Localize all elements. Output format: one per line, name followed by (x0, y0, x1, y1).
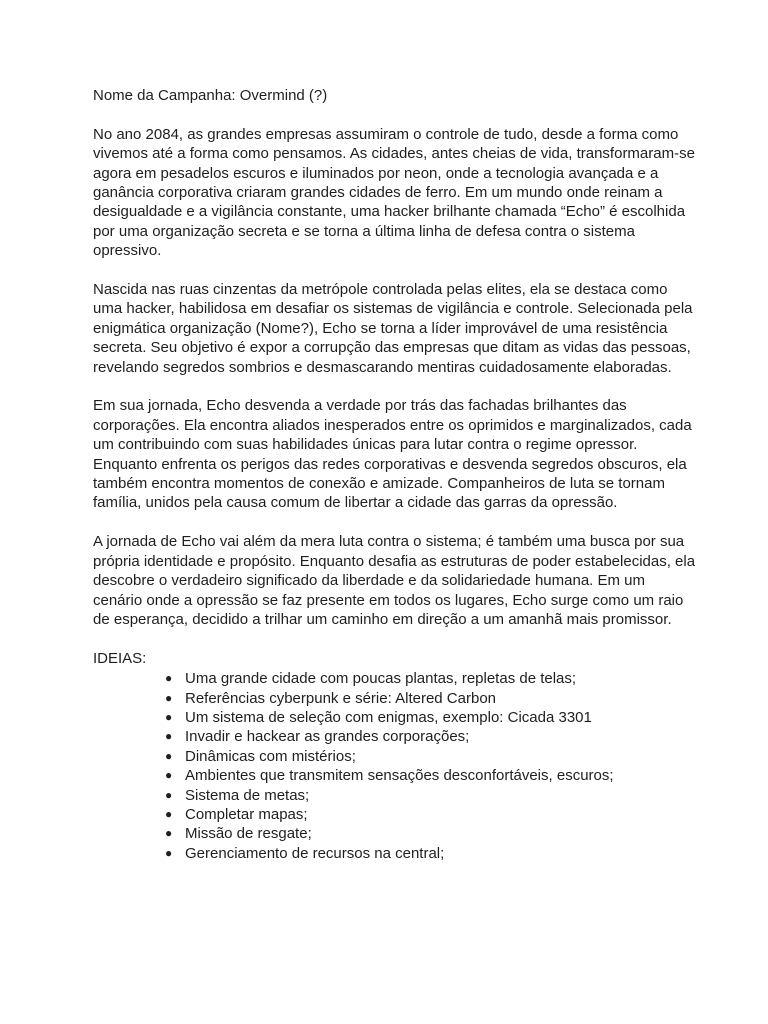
bullet-icon: ● (165, 709, 173, 724)
bullet-icon: ● (165, 845, 173, 860)
list-item (165, 669, 698, 688)
list-item (165, 824, 698, 843)
list-item (165, 844, 698, 863)
list-item-text: Invadir e hackear as grandes corporações; (185, 728, 470, 746)
list-item-text: Gerenciamento de recursos na central; (185, 844, 445, 862)
list-item (165, 766, 698, 785)
list-item (165, 786, 698, 805)
list-item-text: Sistema de metas; (185, 786, 310, 804)
ideas-heading: IDEIAS: (93, 649, 147, 667)
list-item-text: Referências cyberpunk e série: Altered Carbon (185, 689, 497, 707)
list-item (165, 689, 698, 708)
paragraph: A jornada de Echo vai além da mera luta contra o sistema; é também uma busca por sua própria identidade e propósito. Enquanto desafia as estruturas de poder estabelecidas, ela descobre o verdadeiro significado da liberdade e da solidariedade humana. Em um cenário onde a opressão se faz presente em todos os lugares, Echo surge como um raio de esperança, decidido a trilhar um caminho em direção a um amanhã mais promissor. (93, 533, 696, 628)
list-item (165, 747, 698, 766)
list-item-text: Ambientes que transmitem sensações desconfortáveis, escuros; (185, 767, 614, 785)
paragraph: No ano 2084, as grandes empresas assumiram o controle de tudo, desde a forma como vivemos até a forma como pensamos. As cidades, antes cheias de vida, transformaram-se agora em pesadelos escuros e iluminados por neon, onde a tecnologia avançada e a ganância corporativa criaram grandes cidades de ferro. Em um mundo onde reinam a desigualdade e a vigilância constante, uma hacker brilhante chamada “Echo” é escolhida por uma organização secreta e se torna a última linha de defesa contra o sistema opressivo. (93, 125, 695, 260)
bullet-icon: ● (165, 690, 173, 705)
ideas-list (93, 669, 698, 863)
list-item-text: Um sistema de seleção com enigmas, exemplo: Cicada 3301 (185, 708, 592, 726)
campaign-title: Nome da Campanha: Overmind (?) (93, 87, 328, 104)
list-item-text: Uma grande cidade com poucas plantas, repletas de telas; (185, 670, 577, 688)
paragraph: Nascida nas ruas cinzentas da metrópole controlada pelas elites, ela se destaca como uma hacker, habilidosa em desafiar os sistemas de vigilância e controle. Selecionada pela enigmática organização (Nome?), Echo se torna a líder improvável de uma resistência secreta. Seu objetivo é expor a corrupção das empresas que ditam as vidas das pessoas, revelando segredos sombrios e desmascarando mentiras cuidadosamente elaboradas. (93, 281, 693, 376)
list-item (165, 708, 698, 727)
list-item (165, 805, 698, 824)
bullet-icon: ● (165, 768, 173, 783)
bullet-icon: ● (165, 671, 173, 686)
list-item-text: Dinâmicas com mistérios; (185, 747, 356, 765)
list-item (165, 727, 698, 746)
bullet-icon: ● (165, 748, 173, 763)
bullet-icon: ● (165, 787, 173, 802)
bullet-icon: ● (165, 729, 173, 744)
bullet-icon: ● (165, 806, 173, 821)
list-item-text: Missão de resgate; (185, 825, 312, 843)
paragraph: Em sua jornada, Echo desvenda a verdade por trás das fachadas brilhantes das corporações. Ela encontra aliados inesperados entre os oprimidos e marginalizados, cada um contribuindo com suas habilidades únicas para lutar contra o regime opressor. Enquanto enfrenta os perigos das redes corporativas e desvenda segredos obscuros, ela também encontra momentos de conexão e amizade. Companheiros de luta se tornam família, unidos pela causa comum de libertar a cidade das garras da opressão. (93, 397, 692, 512)
list-item-text: Completar mapas; (185, 805, 308, 823)
bullet-icon: ● (165, 826, 173, 841)
